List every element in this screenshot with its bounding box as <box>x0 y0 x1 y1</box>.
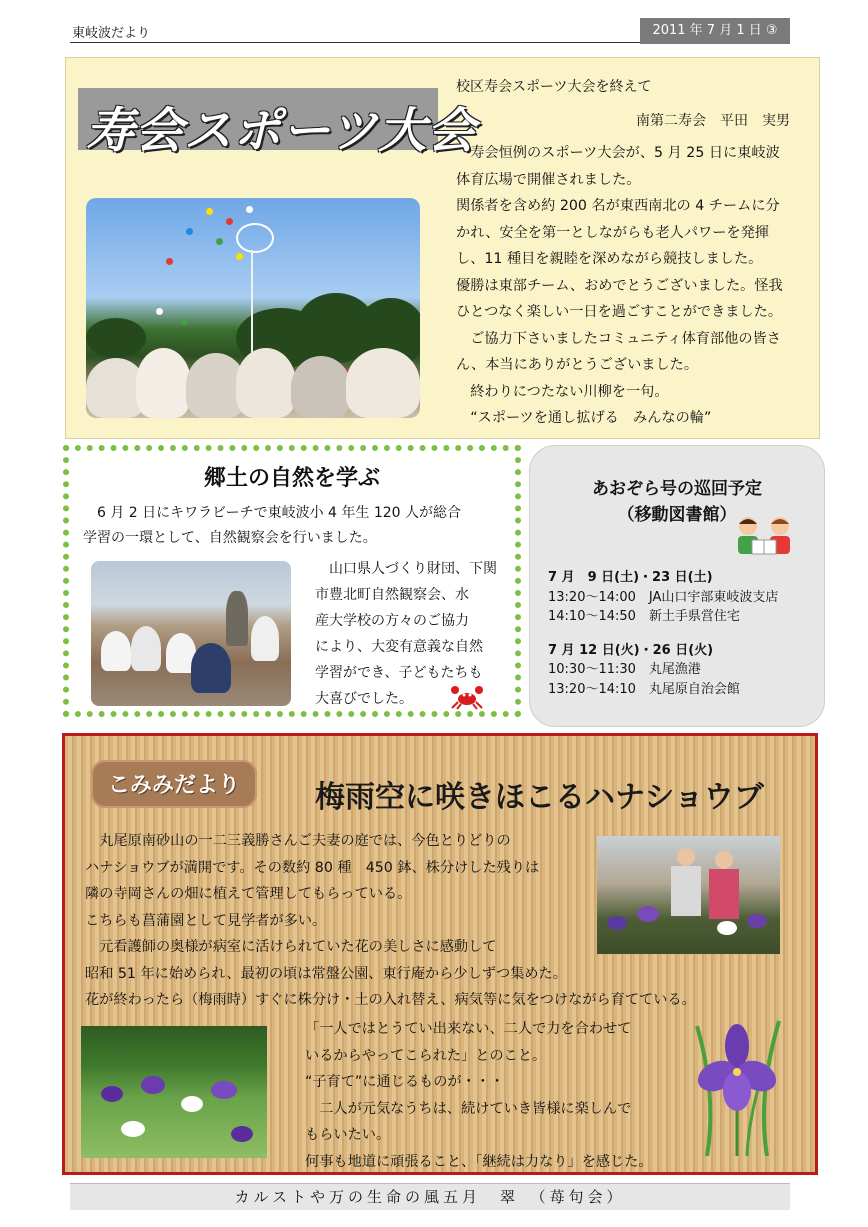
sports-title: 寿会スポーツ大会 <box>86 103 477 159</box>
sports-body-line: し、11 種目を親睦を深めながら競技しました。 <box>456 251 763 267</box>
sports-body-line: ひとつなく楽しい一日を過ごすことができました。 <box>456 304 783 320</box>
newsletter-name: 東岐波だより <box>72 26 151 41</box>
schedule-date: 7 月 12 日(火)・26 日(火) <box>548 642 714 658</box>
sports-section <box>65 57 820 439</box>
komimi-body-line: 花が終わったら（梅雨時）すぐに株分け・土の入れ替え、病気等に気をつけながら育てている。 <box>85 992 696 1008</box>
sports-body <box>456 140 811 432</box>
nature-text-line: 産大学校の方々のご協力 <box>315 613 469 629</box>
nature-intro-line: 6 月 2 日にキワラビーチで東岐波小 4 年生 120 人が総合 <box>83 505 462 521</box>
sports-heading: 校区寿会スポーツ大会を終えて <box>456 79 652 95</box>
komimi-body-line: 隣の寺岡さんの畑に植えて管理してもらっている。 <box>85 886 412 902</box>
sports-author: 南第二寿会 平田 実男 <box>636 113 790 129</box>
schedule-item: 13:20～14:10 丸尾原自治会館 <box>548 681 740 697</box>
komimi-quote <box>305 1016 705 1175</box>
library-title-line1: あおぞら号の巡回予定 <box>592 479 762 499</box>
footer-haiku: カルストや万の生命の風五月 翠 （苺句会） <box>70 1183 790 1210</box>
schedule-item: 10:30～11:30 丸尾漁港 <box>548 662 701 677</box>
nature-text-line: により、大変有意義な自然 <box>315 639 483 655</box>
nature-title: 郷土の自然を学ぶ <box>203 466 380 491</box>
sports-body-line: かれ、安全を第一としながらも老人パワーを発揮 <box>456 224 769 241</box>
komimi-badge <box>91 760 257 808</box>
komimi-body-line: こちらも菖蒲園として見学者が多い。 <box>85 912 327 929</box>
nature-photo <box>91 561 291 706</box>
komimi-section <box>62 733 818 1175</box>
iris-flower-icon <box>687 1006 787 1156</box>
komimi-title: 梅雨空に咲きほこるハナショウブ <box>315 780 764 815</box>
library-schedule-box <box>529 445 825 727</box>
schedule-item: 14:10～14:50 新土手県営住宅 <box>548 609 740 624</box>
komimi-body-line: ハナショウブが満開です。その数約 80 種 450 鉢、株分けした残りは <box>85 859 540 876</box>
sports-photo <box>86 198 420 418</box>
sports-body-line: 体育広場で開催されました。 <box>456 171 641 188</box>
iris-field-photo <box>81 1026 267 1158</box>
komimi-badge-label: こみみだより <box>107 773 240 798</box>
komimi-quote-line: 「一人ではとうてい出来ない、二人で力を合わせて <box>305 1021 632 1037</box>
schedule-item: 13:20～14:00 JA山口宇部東岐波支店 <box>548 589 779 605</box>
nature-text-line: 学習ができ、子どもたちも <box>315 665 483 681</box>
komimi-quote-line: “子育て”に通じるものが・・・ <box>305 1074 505 1090</box>
komimi-body-line: 丸尾原南砂山の一二三義勝さんご夫妻の庭では、今色とりどりの <box>85 833 511 849</box>
nature-section <box>63 445 521 717</box>
sports-body-line: 関係者を含め約 200 名が東西南北の 4 チームに分 <box>456 198 780 214</box>
komimi-quote-line: 二人が元気なうちは、続けていき皆様に楽しんで <box>305 1100 632 1117</box>
komimi-quote-line: いるからやってこられた」とのこと。 <box>305 1047 547 1064</box>
komimi-quote-line: 何事も地道に頑張ること、「継続は力なり」を感じた。 <box>305 1153 653 1170</box>
nature-text-line: 山口県人づくり財団、下関 <box>315 561 497 577</box>
sports-body-line: ご協力下さいましたコミュニティ体育部他の皆さ <box>456 330 781 347</box>
sports-title-block <box>78 88 477 159</box>
nature-text-line: 大喜びでした。 <box>315 691 413 707</box>
sports-body-line: 終わりにつたない川柳を一句。 <box>456 383 669 400</box>
sports-body-line: 寿会恒例のスポーツ大会が、5 月 25 日に東岐波 <box>456 145 780 161</box>
issue-date: 2011 年 7 月 1 日 ③ <box>640 18 790 44</box>
library-title-line2: （移動図書館） <box>617 505 737 525</box>
komimi-quote-line: もらいたい。 <box>305 1127 391 1143</box>
komimi-body-line: 昭和 51 年に始められ、最初の頃は常盤公園、東行庵から少しずつ集めた。 <box>85 965 567 982</box>
sports-body-line: “スポーツを通し拡げる みんなの輪” <box>456 410 712 426</box>
library-schedule <box>548 564 818 699</box>
sports-body-line: 優勝は東部チーム、おめでとうございました。怪我 <box>456 277 783 294</box>
nature-intro <box>83 501 503 551</box>
schedule-date: 7 月 9 日(土)・23 日(土) <box>548 570 713 585</box>
sports-body-line: ん、本当にありがとうございました。 <box>456 357 699 373</box>
couple-photo <box>597 836 780 954</box>
komimi-body-line: 元看護師の奥様が病室に活けられていた花の美しさに感動して <box>85 939 497 955</box>
crab-icon <box>449 684 485 716</box>
nature-text-line: 市豊北町自然観察会、水 <box>315 587 469 603</box>
nature-intro-line: 学習の一環として、自然観察会を行いました。 <box>83 530 377 546</box>
kids-reading-icon <box>730 514 800 560</box>
